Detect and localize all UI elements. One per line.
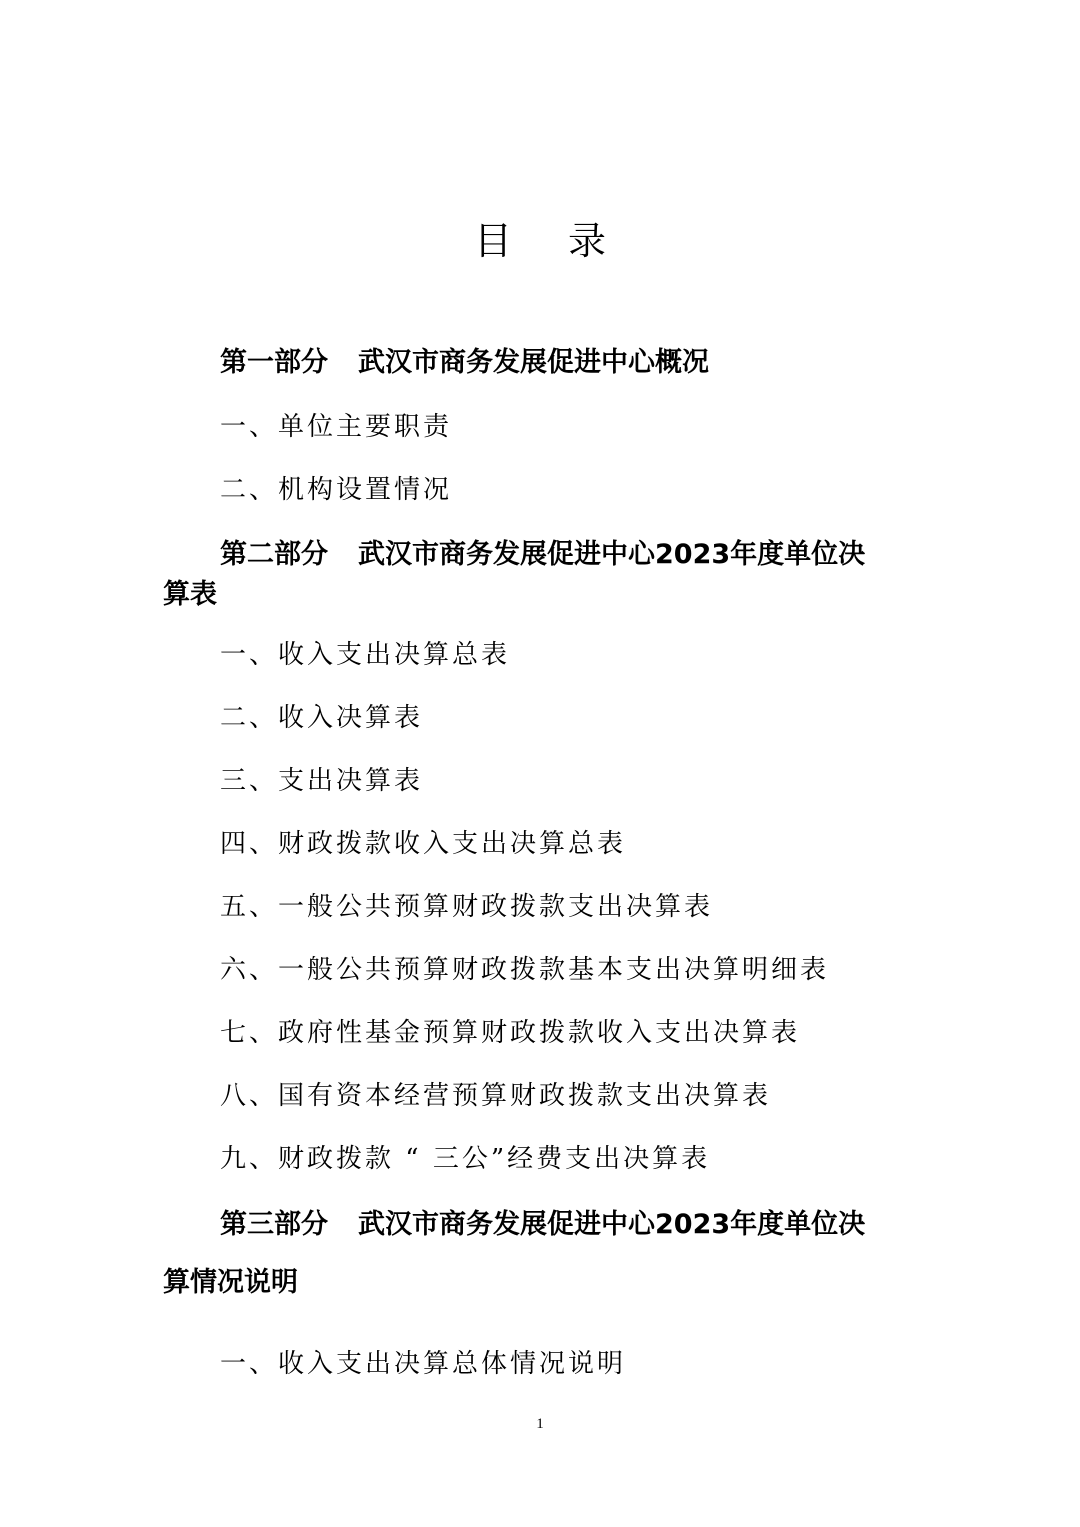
title-left-char: 目 — [473, 219, 512, 263]
toc-item-fiscal-summary[interactable]: 四、财政拨款收入支出决算总表 — [220, 829, 627, 859]
toc-part-3-heading[interactable] — [220, 1202, 865, 1241]
page-number: 1 — [536, 1416, 544, 1432]
part-2-label: 第二部分 — [220, 539, 328, 570]
toc-part-1-heading[interactable] — [220, 340, 709, 379]
part-3-title-line1: 武汉市商务发展促进中心2023年度单位决 — [358, 1209, 866, 1240]
toc-item-general-budget-basic-detail[interactable]: 六、一般公共预算财政拨款基本支出决算明细表 — [220, 955, 830, 985]
part-1-label: 第一部分 — [220, 347, 328, 378]
page-title — [0, 210, 1080, 265]
toc-item-government-fund[interactable]: 七、政府性基金预算财政拨款收入支出决算表 — [220, 1018, 801, 1048]
part-2-title-line1: 武汉市商务发展促进中心2023年度单位决 — [358, 539, 866, 570]
part-3-title-line2[interactable]: 算情况说明 — [163, 1267, 298, 1298]
toc-item-general-budget-expense[interactable]: 五、一般公共预算财政拨款支出决算表 — [220, 892, 714, 922]
toc-part-2-heading[interactable] — [220, 532, 865, 571]
toc-item-state-capital[interactable]: 八、国有资本经营预算财政拨款支出决算表 — [220, 1081, 772, 1111]
toc-item-overall-explanation[interactable]: 一、收入支出决算总体情况说明 — [220, 1349, 627, 1379]
toc-item-org-setup[interactable]: 二、机构设置情况 — [220, 475, 453, 505]
toc-item-unit-duties[interactable]: 一、单位主要职责 — [220, 412, 453, 442]
toc-item-income-expense-summary[interactable]: 一、收入支出决算总表 — [220, 640, 511, 670]
part-2-title-line2[interactable]: 算表 — [163, 579, 217, 610]
toc-item-income-table[interactable]: 二、收入决算表 — [220, 703, 424, 733]
part-3-label: 第三部分 — [220, 1209, 328, 1240]
part-1-title: 武汉市商务发展促进中心概况 — [358, 347, 709, 378]
toc-item-three-public-expenses[interactable]: 九、财政拨款 “ 三公”经费支出决算表 — [220, 1144, 711, 1174]
title-right-char: 录 — [568, 219, 607, 263]
toc-item-expense-table[interactable]: 三、支出决算表 — [220, 766, 424, 796]
